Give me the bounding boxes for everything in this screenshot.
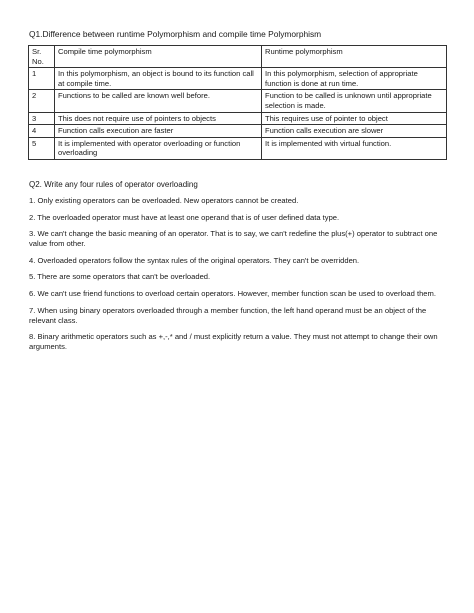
cell-sr-no: 1 bbox=[29, 68, 55, 90]
cell-sr-no: 3 bbox=[29, 112, 55, 125]
comparison-table bbox=[28, 45, 447, 160]
header-sr-no: Sr. No. bbox=[29, 46, 55, 68]
table-header-row bbox=[29, 46, 447, 68]
cell-compile-time: This does not require use of pointers to objects bbox=[55, 112, 262, 125]
cell-sr-no: 4 bbox=[29, 125, 55, 138]
table-row bbox=[29, 137, 447, 159]
list-item: 1. Only existing operators can be overloaded. New operators cannot be created. bbox=[29, 196, 299, 205]
table-row bbox=[29, 112, 447, 125]
cell-runtime: It is implemented with virtual function. bbox=[262, 137, 447, 159]
table-row bbox=[29, 90, 447, 112]
list-item: 6. We can't use friend functions to overload certain operators. However, member function scan be used to overload them. bbox=[29, 288, 436, 298]
rules-list bbox=[29, 196, 445, 359]
table-row bbox=[29, 68, 447, 90]
q2-heading: Q2. Write any four rules of operator overloading bbox=[29, 180, 198, 189]
cell-runtime: In this polymorphism, selection of appropriate function is done at run time. bbox=[262, 68, 447, 90]
cell-runtime: This requires use of pointer to object bbox=[262, 112, 447, 125]
header-compile-time: Compile time polymorphism bbox=[55, 46, 262, 68]
list-item: 4. Overloaded operators follow the syntax rules of the original operators. They can't be overridden. bbox=[29, 255, 360, 265]
cell-runtime: Function to be called is unknown until appropriate selection is made. bbox=[262, 90, 447, 112]
cell-compile-time: It is implemented with operator overloading or function overloading bbox=[55, 137, 262, 159]
cell-compile-time: Function calls execution are faster bbox=[55, 125, 262, 138]
cell-sr-no: 5 bbox=[29, 137, 55, 159]
list-item: 7. When using binary operators overloaded through a member function, the left hand operand must be an object of the relevant class. bbox=[29, 305, 427, 325]
list-item: 5. There are some operators that can't be overloaded. bbox=[29, 272, 211, 282]
cell-compile-time: Functions to be called are known well before. bbox=[55, 90, 262, 112]
list-item: 8. Binary arithmetic operators such as +,-,* and / must explicitly return a value. They must not attempt to change their own arguments. bbox=[29, 332, 438, 352]
table-row bbox=[29, 125, 447, 138]
list-item: 3. We can't change the basic meaning of an operator. That is to say, we can't redefine the plus(+) operator to subtract one value from other. bbox=[29, 229, 438, 249]
header-runtime: Runtime polymorphism bbox=[262, 46, 447, 68]
cell-sr-no: 2 bbox=[29, 90, 55, 112]
cell-runtime: Function calls execution are slower bbox=[262, 125, 447, 138]
q1-heading: Q1.Difference between runtime Polymorphism and compile time Polymorphism bbox=[29, 29, 322, 39]
list-item: 2. The overloaded operator must have at least one operand that is of user defined data type. bbox=[29, 212, 340, 222]
cell-compile-time: In this polymorphism, an object is bound to its function call at compile time. bbox=[55, 68, 262, 90]
